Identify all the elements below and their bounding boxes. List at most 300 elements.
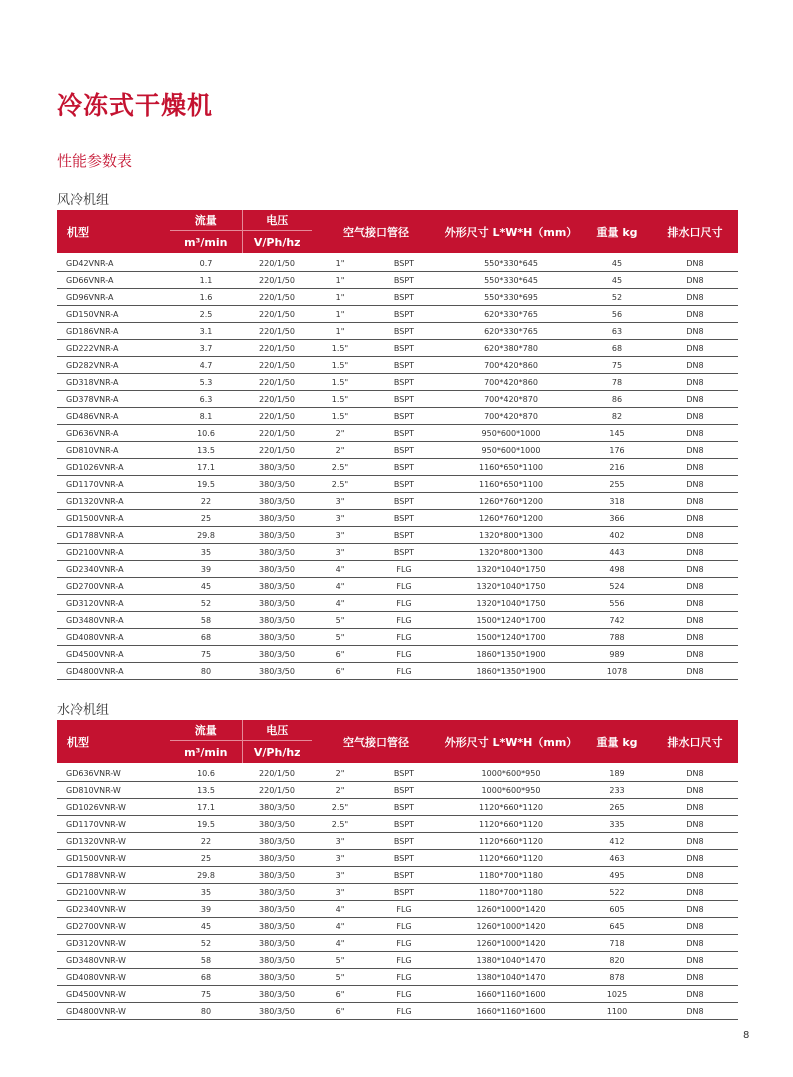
header-flow: 流量 [170, 210, 242, 231]
table-row [57, 612, 738, 629]
cell-model: GD186VNR-A [57, 323, 170, 340]
cell-weight: 645 [582, 918, 652, 935]
cell-pipe-size: 3" [312, 833, 368, 850]
cell-voltage: 220/1/50 [242, 442, 312, 459]
cell-weight: 788 [582, 629, 652, 646]
cell-drain: DN8 [652, 527, 738, 544]
cell-pipe-size: 1.5" [312, 391, 368, 408]
cell-pipe-size: 3" [312, 867, 368, 884]
page-subtitle: 性能参数表 [57, 152, 133, 170]
cell-drain: DN8 [652, 340, 738, 357]
cell-voltage: 220/1/50 [242, 391, 312, 408]
cell-dimensions: 1380*1040*1470 [440, 969, 582, 986]
cell-pipe-size: 1.5" [312, 340, 368, 357]
cell-model: GD4080VNR-A [57, 629, 170, 646]
cell-weight: 495 [582, 867, 652, 884]
cell-pipe-type: BSPT [368, 884, 440, 901]
cell-pipe-size: 2" [312, 425, 368, 442]
header-dimensions: 外形尺寸 L*W*H（mm） [440, 720, 582, 763]
table-row [57, 663, 738, 680]
cell-pipe-type: BSPT [368, 799, 440, 816]
cell-flow: 22 [170, 493, 242, 510]
cell-pipe-type: FLG [368, 561, 440, 578]
cell-model: GD486VNR-A [57, 408, 170, 425]
cell-model: GD1500VNR-W [57, 850, 170, 867]
table-row [57, 289, 738, 306]
cell-model: GD3480VNR-A [57, 612, 170, 629]
cell-flow: 45 [170, 918, 242, 935]
cell-weight: 145 [582, 425, 652, 442]
cell-drain: DN8 [652, 918, 738, 935]
cell-dimensions: 700*420*860 [440, 357, 582, 374]
cell-voltage: 220/1/50 [242, 425, 312, 442]
cell-dimensions: 1160*650*1100 [440, 459, 582, 476]
cell-voltage: 220/1/50 [242, 289, 312, 306]
cell-dimensions: 1860*1350*1900 [440, 663, 582, 680]
cell-weight: 75 [582, 357, 652, 374]
cell-model: GD2100VNR-W [57, 884, 170, 901]
cell-flow: 80 [170, 1003, 242, 1020]
cell-dimensions: 1320*1040*1750 [440, 561, 582, 578]
table-row [57, 408, 738, 425]
cell-weight: 605 [582, 901, 652, 918]
cell-pipe-type: BSPT [368, 391, 440, 408]
cell-drain: DN8 [652, 561, 738, 578]
cell-flow: 19.5 [170, 476, 242, 493]
cell-pipe-size: 6" [312, 663, 368, 680]
cell-weight: 366 [582, 510, 652, 527]
cell-flow: 4.7 [170, 357, 242, 374]
cell-drain: DN8 [652, 442, 738, 459]
cell-pipe-type: BSPT [368, 253, 440, 272]
cell-pipe-type: FLG [368, 969, 440, 986]
cell-voltage: 220/1/50 [242, 306, 312, 323]
table-row [57, 629, 738, 646]
cell-flow: 29.8 [170, 527, 242, 544]
cell-flow: 10.6 [170, 763, 242, 782]
cell-pipe-type: BSPT [368, 340, 440, 357]
cell-voltage: 220/1/50 [242, 408, 312, 425]
cell-pipe-type: BSPT [368, 763, 440, 782]
cell-voltage: 380/3/50 [242, 527, 312, 544]
cell-weight: 463 [582, 850, 652, 867]
cell-model: GD4080VNR-W [57, 969, 170, 986]
cell-pipe-type: BSPT [368, 510, 440, 527]
cell-voltage: 380/3/50 [242, 493, 312, 510]
cell-drain: DN8 [652, 459, 738, 476]
cell-flow: 29.8 [170, 867, 242, 884]
cell-model: GD222VNR-A [57, 340, 170, 357]
cell-drain: DN8 [652, 763, 738, 782]
cell-model: GD282VNR-A [57, 357, 170, 374]
cell-voltage: 380/3/50 [242, 459, 312, 476]
cell-dimensions: 1260*1000*1420 [440, 918, 582, 935]
table-row [57, 833, 738, 850]
cell-weight: 45 [582, 272, 652, 289]
cell-drain: DN8 [652, 391, 738, 408]
cell-dimensions: 1660*1160*1600 [440, 1003, 582, 1020]
cell-pipe-type: BSPT [368, 782, 440, 799]
table-row [57, 391, 738, 408]
cell-flow: 35 [170, 884, 242, 901]
cell-pipe-type: BSPT [368, 850, 440, 867]
cell-pipe-size: 4" [312, 595, 368, 612]
cell-model: GD1788VNR-A [57, 527, 170, 544]
section-label-air-cooled: 风冷机组 [57, 193, 110, 208]
table-row [57, 952, 738, 969]
cell-dimensions: 550*330*645 [440, 253, 582, 272]
cell-dimensions: 700*420*870 [440, 408, 582, 425]
cell-dimensions: 1120*660*1120 [440, 850, 582, 867]
cell-dimensions: 1120*660*1120 [440, 816, 582, 833]
cell-pipe-size: 3" [312, 544, 368, 561]
cell-weight: 498 [582, 561, 652, 578]
cell-voltage: 220/1/50 [242, 782, 312, 799]
cell-model: GD810VNR-W [57, 782, 170, 799]
cell-voltage: 380/3/50 [242, 986, 312, 1003]
cell-flow: 0.7 [170, 253, 242, 272]
cell-voltage: 380/3/50 [242, 867, 312, 884]
cell-weight: 878 [582, 969, 652, 986]
cell-flow: 3.1 [170, 323, 242, 340]
cell-drain: DN8 [652, 663, 738, 680]
cell-model: GD2340VNR-W [57, 901, 170, 918]
cell-pipe-size: 6" [312, 1003, 368, 1020]
cell-pipe-size: 3" [312, 850, 368, 867]
cell-model: GD1500VNR-A [57, 510, 170, 527]
cell-pipe-size: 1.5" [312, 357, 368, 374]
cell-voltage: 380/3/50 [242, 935, 312, 952]
water-cooled-spec-table [57, 720, 738, 1020]
cell-pipe-size: 6" [312, 986, 368, 1003]
cell-pipe-size: 5" [312, 969, 368, 986]
cell-dimensions: 700*420*870 [440, 391, 582, 408]
table-row [57, 763, 738, 782]
cell-model: GD2700VNR-A [57, 578, 170, 595]
cell-voltage: 380/3/50 [242, 918, 312, 935]
page-title: 冷冻式干燥机 [57, 91, 214, 120]
cell-pipe-size: 5" [312, 612, 368, 629]
cell-model: GD1788VNR-W [57, 867, 170, 884]
header-drain: 排水口尺寸 [652, 720, 738, 763]
cell-dimensions: 1320*800*1300 [440, 527, 582, 544]
cell-voltage: 380/3/50 [242, 901, 312, 918]
cell-dimensions: 1320*800*1300 [440, 544, 582, 561]
cell-pipe-type: FLG [368, 629, 440, 646]
cell-voltage: 380/3/50 [242, 612, 312, 629]
cell-drain: DN8 [652, 306, 738, 323]
table-row [57, 357, 738, 374]
cell-model: GD66VNR-A [57, 272, 170, 289]
cell-dimensions: 620*330*765 [440, 306, 582, 323]
table-row [57, 493, 738, 510]
cell-weight: 718 [582, 935, 652, 952]
cell-flow: 22 [170, 833, 242, 850]
table-row [57, 306, 738, 323]
cell-drain: DN8 [652, 425, 738, 442]
cell-pipe-size: 3" [312, 493, 368, 510]
cell-pipe-type: FLG [368, 935, 440, 952]
table-row [57, 442, 738, 459]
cell-weight: 189 [582, 763, 652, 782]
cell-pipe-size: 1" [312, 253, 368, 272]
cell-pipe-type: FLG [368, 952, 440, 969]
cell-pipe-size: 4" [312, 918, 368, 935]
cell-dimensions: 1260*760*1200 [440, 510, 582, 527]
table-row [57, 1003, 738, 1020]
cell-model: GD3480VNR-W [57, 952, 170, 969]
cell-flow: 13.5 [170, 442, 242, 459]
header-flow-unit: m³/min [170, 231, 242, 254]
cell-voltage: 380/3/50 [242, 799, 312, 816]
cell-weight: 402 [582, 527, 652, 544]
cell-drain: DN8 [652, 510, 738, 527]
cell-pipe-type: FLG [368, 986, 440, 1003]
cell-flow: 8.1 [170, 408, 242, 425]
cell-pipe-type: BSPT [368, 816, 440, 833]
cell-pipe-type: BSPT [368, 374, 440, 391]
cell-flow: 52 [170, 935, 242, 952]
table-row [57, 578, 738, 595]
cell-weight: 556 [582, 595, 652, 612]
table-row [57, 918, 738, 935]
table-row [57, 986, 738, 1003]
cell-pipe-type: BSPT [368, 306, 440, 323]
cell-model: GD2700VNR-W [57, 918, 170, 935]
cell-flow: 39 [170, 561, 242, 578]
cell-pipe-size: 1.5" [312, 408, 368, 425]
table-row [57, 323, 738, 340]
cell-pipe-size: 3" [312, 527, 368, 544]
cell-weight: 176 [582, 442, 652, 459]
cell-model: GD1026VNR-W [57, 799, 170, 816]
cell-flow: 58 [170, 612, 242, 629]
cell-dimensions: 1860*1350*1900 [440, 646, 582, 663]
cell-flow: 17.1 [170, 459, 242, 476]
cell-model: GD1320VNR-W [57, 833, 170, 850]
cell-drain: DN8 [652, 493, 738, 510]
cell-flow: 45 [170, 578, 242, 595]
cell-pipe-size: 1.5" [312, 374, 368, 391]
cell-dimensions: 1260*1000*1420 [440, 901, 582, 918]
cell-model: GD150VNR-A [57, 306, 170, 323]
cell-flow: 19.5 [170, 816, 242, 833]
cell-weight: 233 [582, 782, 652, 799]
cell-pipe-type: FLG [368, 901, 440, 918]
cell-model: GD1170VNR-A [57, 476, 170, 493]
cell-dimensions: 1500*1240*1700 [440, 612, 582, 629]
cell-drain: DN8 [652, 969, 738, 986]
cell-weight: 1078 [582, 663, 652, 680]
header-pipe: 空气接口管径 [312, 210, 440, 253]
cell-weight: 522 [582, 884, 652, 901]
page-number: 8 [743, 1030, 750, 1041]
table-row [57, 969, 738, 986]
cell-drain: DN8 [652, 374, 738, 391]
cell-pipe-size: 2" [312, 763, 368, 782]
cell-pipe-type: FLG [368, 918, 440, 935]
cell-pipe-type: FLG [368, 646, 440, 663]
cell-pipe-type: FLG [368, 663, 440, 680]
table-row [57, 595, 738, 612]
cell-weight: 989 [582, 646, 652, 663]
cell-flow: 5.3 [170, 374, 242, 391]
cell-dimensions: 1320*1040*1750 [440, 578, 582, 595]
cell-model: GD810VNR-A [57, 442, 170, 459]
cell-pipe-size: 2.5" [312, 816, 368, 833]
header-pipe: 空气接口管径 [312, 720, 440, 763]
cell-weight: 63 [582, 323, 652, 340]
cell-model: GD636VNR-W [57, 763, 170, 782]
cell-pipe-size: 4" [312, 578, 368, 595]
table-row [57, 459, 738, 476]
cell-pipe-size: 1" [312, 289, 368, 306]
cell-weight: 412 [582, 833, 652, 850]
cell-model: GD2340VNR-A [57, 561, 170, 578]
cell-pipe-size: 3" [312, 510, 368, 527]
cell-pipe-type: BSPT [368, 493, 440, 510]
cell-flow: 80 [170, 663, 242, 680]
cell-flow: 1.1 [170, 272, 242, 289]
cell-model: GD4500VNR-W [57, 986, 170, 1003]
header-model: 机型 [57, 210, 170, 253]
cell-flow: 1.6 [170, 289, 242, 306]
cell-model: GD1026VNR-A [57, 459, 170, 476]
header-voltage: 电压 [242, 210, 312, 231]
cell-pipe-size: 6" [312, 646, 368, 663]
cell-weight: 45 [582, 253, 652, 272]
cell-voltage: 380/3/50 [242, 646, 312, 663]
cell-flow: 35 [170, 544, 242, 561]
cell-drain: DN8 [652, 612, 738, 629]
cell-drain: DN8 [652, 323, 738, 340]
cell-dimensions: 550*330*695 [440, 289, 582, 306]
cell-drain: DN8 [652, 289, 738, 306]
cell-weight: 742 [582, 612, 652, 629]
cell-drain: DN8 [652, 578, 738, 595]
cell-drain: DN8 [652, 629, 738, 646]
cell-voltage: 380/3/50 [242, 969, 312, 986]
cell-weight: 68 [582, 340, 652, 357]
cell-voltage: 380/3/50 [242, 952, 312, 969]
cell-model: GD2100VNR-A [57, 544, 170, 561]
cell-flow: 39 [170, 901, 242, 918]
cell-voltage: 380/3/50 [242, 544, 312, 561]
cell-drain: DN8 [652, 476, 738, 493]
cell-pipe-size: 5" [312, 629, 368, 646]
cell-pipe-type: BSPT [368, 476, 440, 493]
cell-flow: 2.5 [170, 306, 242, 323]
cell-flow: 52 [170, 595, 242, 612]
table-row [57, 272, 738, 289]
header-weight: 重量 kg [582, 720, 652, 763]
cell-flow: 75 [170, 986, 242, 1003]
table-row [57, 425, 738, 442]
cell-drain: DN8 [652, 850, 738, 867]
cell-pipe-type: BSPT [368, 459, 440, 476]
cell-model: GD4500VNR-A [57, 646, 170, 663]
cell-flow: 6.3 [170, 391, 242, 408]
cell-voltage: 220/1/50 [242, 323, 312, 340]
cell-flow: 10.6 [170, 425, 242, 442]
cell-voltage: 380/3/50 [242, 816, 312, 833]
cell-pipe-type: BSPT [368, 867, 440, 884]
cell-dimensions: 950*600*1000 [440, 425, 582, 442]
cell-drain: DN8 [652, 408, 738, 425]
cell-weight: 82 [582, 408, 652, 425]
cell-flow: 3.7 [170, 340, 242, 357]
cell-drain: DN8 [652, 544, 738, 561]
cell-weight: 265 [582, 799, 652, 816]
cell-pipe-size: 2.5" [312, 476, 368, 493]
cell-voltage: 220/1/50 [242, 340, 312, 357]
cell-weight: 318 [582, 493, 652, 510]
air-cooled-table-body [57, 253, 738, 680]
cell-dimensions: 1500*1240*1700 [440, 629, 582, 646]
header-model: 机型 [57, 720, 170, 763]
cell-voltage: 380/3/50 [242, 561, 312, 578]
cell-pipe-size: 2" [312, 782, 368, 799]
cell-drain: DN8 [652, 884, 738, 901]
cell-voltage: 380/3/50 [242, 833, 312, 850]
cell-pipe-size: 5" [312, 952, 368, 969]
cell-weight: 1100 [582, 1003, 652, 1020]
cell-drain: DN8 [652, 986, 738, 1003]
cell-flow: 13.5 [170, 782, 242, 799]
cell-voltage: 380/3/50 [242, 629, 312, 646]
cell-flow: 68 [170, 629, 242, 646]
cell-model: GD4800VNR-W [57, 1003, 170, 1020]
cell-dimensions: 1160*650*1100 [440, 476, 582, 493]
cell-dimensions: 1260*760*1200 [440, 493, 582, 510]
cell-pipe-type: BSPT [368, 425, 440, 442]
table-row [57, 253, 738, 272]
cell-pipe-type: BSPT [368, 408, 440, 425]
table-row [57, 867, 738, 884]
cell-flow: 25 [170, 850, 242, 867]
cell-weight: 255 [582, 476, 652, 493]
header-voltage: 电压 [242, 720, 312, 741]
header-weight: 重量 kg [582, 210, 652, 253]
cell-drain: DN8 [652, 833, 738, 850]
cell-drain: DN8 [652, 272, 738, 289]
cell-pipe-type: BSPT [368, 289, 440, 306]
cell-model: GD1320VNR-A [57, 493, 170, 510]
header-voltage-unit: V/Ph/hz [242, 231, 312, 254]
cell-voltage: 220/1/50 [242, 374, 312, 391]
cell-weight: 86 [582, 391, 652, 408]
cell-voltage: 220/1/50 [242, 357, 312, 374]
cell-voltage: 380/3/50 [242, 476, 312, 493]
cell-drain: DN8 [652, 935, 738, 952]
cell-dimensions: 550*330*645 [440, 272, 582, 289]
cell-drain: DN8 [652, 595, 738, 612]
table-row [57, 782, 738, 799]
table-row [57, 527, 738, 544]
cell-pipe-size: 4" [312, 561, 368, 578]
cell-dimensions: 1000*600*950 [440, 763, 582, 782]
cell-dimensions: 1260*1000*1420 [440, 935, 582, 952]
cell-pipe-size: 1" [312, 272, 368, 289]
cell-pipe-size: 1" [312, 323, 368, 340]
cell-drain: DN8 [652, 782, 738, 799]
cell-drain: DN8 [652, 646, 738, 663]
cell-pipe-size: 2.5" [312, 459, 368, 476]
cell-weight: 335 [582, 816, 652, 833]
cell-drain: DN8 [652, 901, 738, 918]
cell-dimensions: 1180*700*1180 [440, 884, 582, 901]
cell-flow: 58 [170, 952, 242, 969]
